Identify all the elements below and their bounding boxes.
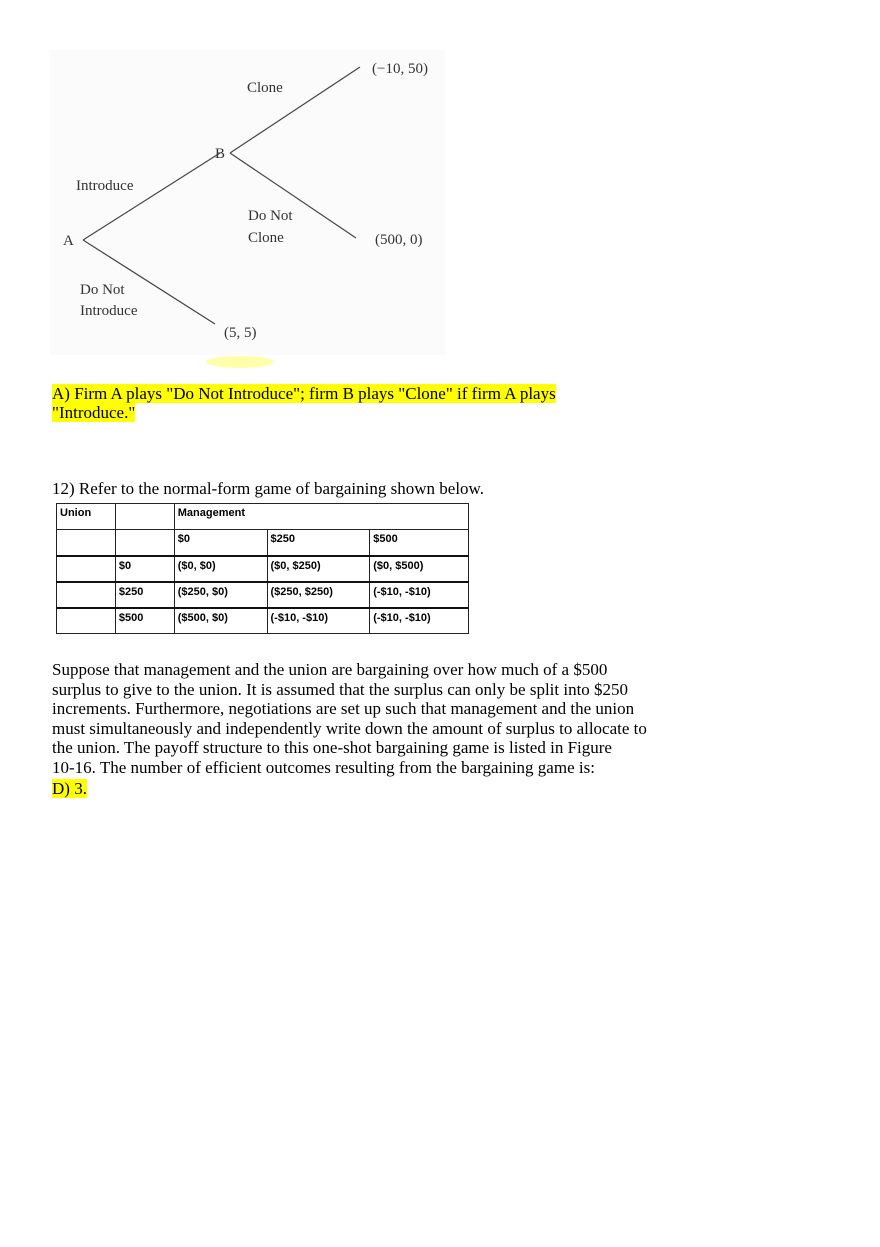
table-header-row [57,504,469,530]
payoff-cell: ($0, $250) [267,556,370,582]
header-union: Union [57,504,116,530]
payoff-cell: ($500, $0) [174,608,267,634]
blank-cell [57,556,116,582]
paragraph-line: the union. The payoff structure to this one-shot bargaining game is listed in Figure [52,738,612,757]
payoff-cell: ($250, $0) [174,582,267,608]
node-a-label: A [63,233,74,249]
payoff-cell: (-$10, -$10) [370,582,469,608]
do-not-clone-label-2: Clone [248,230,284,246]
table-column-row [57,530,469,556]
game-tree-svg [50,50,445,370]
do-not-clone-label-1: Do Not [248,208,293,224]
paragraph-line: surplus to give to the union. It is assumed that the surplus can only be split into $250 [52,679,629,699]
payoff-do-not-introduce-label: (5, 5) [224,325,257,341]
answer-a-line-2: "Introduce." [52,403,136,422]
highlight-smudge [206,356,274,368]
do-not-introduce-label-1: Do Not [80,282,125,298]
paragraph-line: increments. Furthermore, negotiations are set up such that management and the union [52,699,635,718]
table-row [57,582,469,608]
payoff-clone-label: (−10, 50) [372,61,428,77]
blank-cell [57,582,116,608]
blank-cell [57,608,116,634]
introduce-label: Introduce [76,178,134,194]
header-management: Management [174,504,468,530]
payoff-cell: ($0, $500) [370,556,469,582]
question-12: 12) Refer to the normal-form game of bargaining shown below. [52,479,484,498]
column-header: $250 [267,530,370,556]
paragraph-line: must simultaneously and independently write down the amount of surplus to allocate to [52,718,647,738]
question-paragraph [52,660,672,777]
payoff-table [56,503,469,634]
column-header: $0 [174,530,267,556]
paragraph-line: Suppose that management and the union are bargaining over how much of a $500 [52,660,608,679]
payoff-do-not-clone-label: (500, 0) [375,232,423,248]
row-header: $250 [115,582,174,608]
payoff-cell: ($0, $0) [174,556,267,582]
node-b-label: B [215,146,226,162]
answer-a-line-1: A) Firm A plays "Do Not Introduce"; firm B plays "Clone" if firm A plays [52,384,556,403]
game-tree-figure [50,50,445,370]
table-row [57,556,469,582]
answer-d [52,779,87,798]
paragraph-line: 10-16. The number of efficient outcomes resulting from the bargaining game is: [52,757,595,777]
answer-d-text: D) 3. [52,779,87,798]
blank-cell [115,530,174,556]
row-header: $500 [115,608,174,634]
clone-label: Clone [247,80,283,96]
column-header: $500 [370,530,469,556]
row-header: $0 [115,556,174,582]
answer-a [52,384,572,422]
header-empty [115,504,174,530]
do-not-introduce-label-2: Introduce [80,303,138,319]
blank-cell [57,530,116,556]
payoff-cell: ($250, $250) [267,582,370,608]
payoff-cell: (-$10, -$10) [370,608,469,634]
table-row [57,608,469,634]
payoff-cell: (-$10, -$10) [267,608,370,634]
